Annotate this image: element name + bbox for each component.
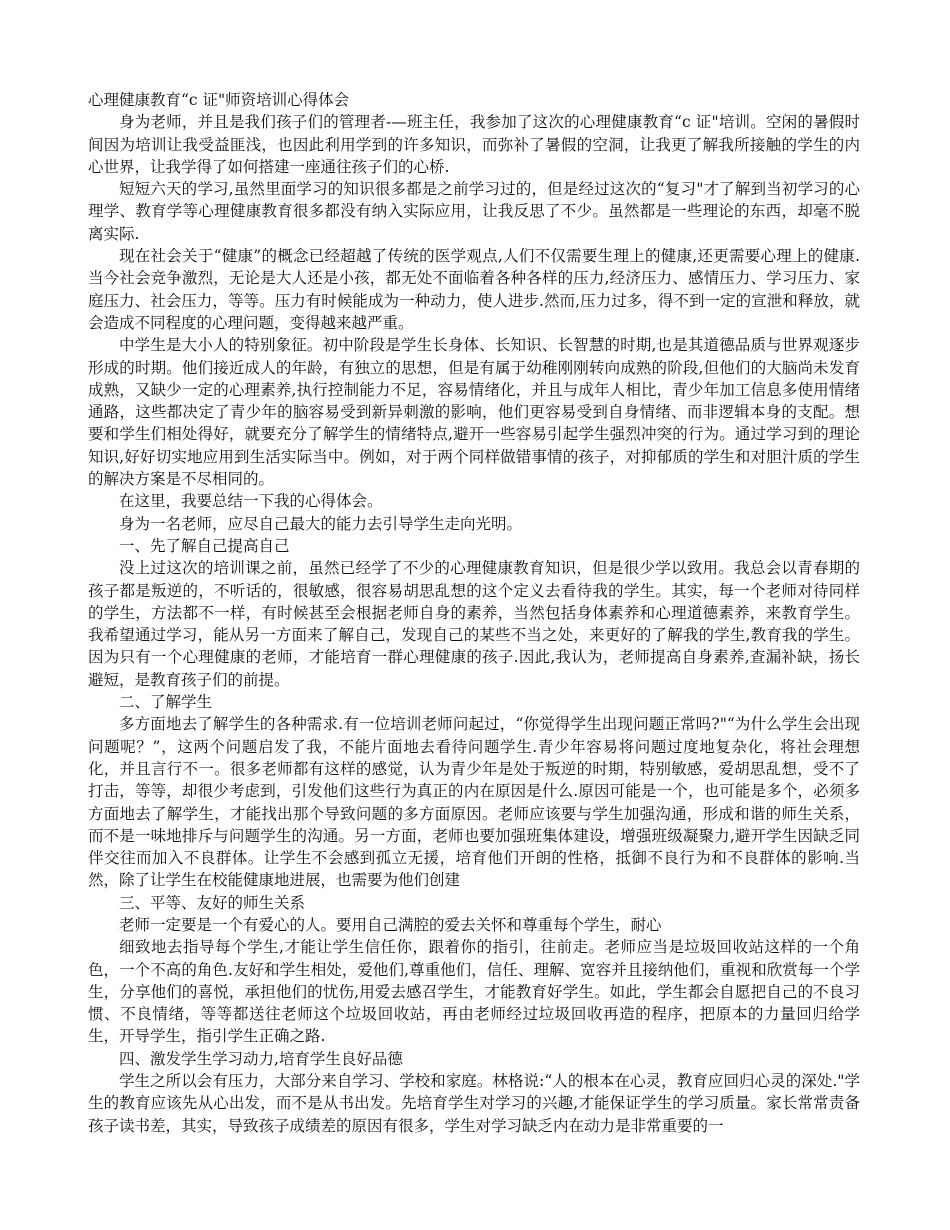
paragraph-intro: 身为老师，并且是我们孩子们的管理者-—班主任，我参加了这次的心理健康教育“c 证"培训。空闲的暑假时间因为培训让我受益匪浅，也因此利用学到的许多知识，而弥补了暑假的空洞，让我更了解我所接触的学生的内心世界，让我学得了如何搭建一座通往孩子们的心桥. [88, 113, 860, 176]
paragraph-section-3b: 细致地去指导每个学生,才能让学生信任你，跟着你的指引，往前走。老师应当是垃圾回收站这样的一个角色，一个不高的角色.友好和学生相处，爱他们,尊重他们，信任、理解、宽容并且接纳他们，重视和欣赏每一个学生，分享他们的喜悦，承担他们的忧伤,用爱去感召学生，才能教育好学生。如此，学生都会自愿把自己的不良习惯、不良情绪，等等都送往老师这个垃圾回收站，再由老师经过垃圾回收再造的程序，把原本的力量回归给学生，开导学生，指引学生正确之路. [88, 938, 860, 1046]
paragraph-summary-intro: 在这里，我要总结一下我的心得体会。 [119, 492, 383, 511]
section-heading-2: 二、了解学生 [119, 693, 213, 712]
paragraph-section-4: 学生之所以会有压力，大部分来自学习、学校和家庭。林格说:“人的根本在心灵，教育应回归心灵的深处."学生的教育应该先从心出发，而不是从书出发。先培育学生对学习的兴趣,才能保证学生的学习质量。家长常常责备孩子读书差，其实，导致孩子成绩差的原因有很多，学生对学习缺乏内在动力是非常重要的一 [88, 1072, 860, 1135]
paragraph-section-2: 多方面地去了解学生的各种需求.有一位培训老师问起过，“你觉得学生出现问题正常吗?"“为什么学生会出现问题呢？”，这两个问题启发了我，不能片面地去看待问题学生.青少年容易将问题过度地复杂化，将社会理想化，并且言行不一。很多老师都有这样的感觉，认为青少年是处于叛逆的时期，特别敏感，爱胡思乱想，受不了打击，等等，却很少考虑到，引发他们这些行为真正的内在原因是什么.原因可能是一个，也可能是多个，必须多方面地去了解学生，才能找出那个导致问题的多方面原因。老师应该要与学生加强沟通，形成和谐的师生关系，而不是一味地排斥与问题学生的沟通。另一方面，老师也要加强班集体建设，增强班级凝聚力,避开学生因缺乏同伴交往而加入不良群体。让学生不会感到孤立无援，培育他们开朗的性格，抵御不良行为和不良群体的影响.当然，除了让学生在校能健康地进展，也需要为他们创建 [88, 715, 860, 890]
section-heading-4: 四、激发学生学习动力,培育学生良好品德 [119, 1049, 403, 1068]
section-heading-3: 三、平等、友好的师生关系 [119, 893, 306, 912]
section-heading-1: 一、先了解自己提高自己 [119, 536, 290, 555]
paragraph-teacher-role: 身为一名老师，应尽自己最大的能力去引导学生走向光明。 [119, 514, 523, 533]
paragraph-middle-school: 中学生是大小人的特别象征。初中阶段是学生长身体、长知识、长智慧的时期,也是其道德品质与世界观逐步形成的时期。他们接近成人的年龄，有独立的思想，但是有属于幼稚刚刚转向成熟的阶段,但他们的大脑尚未发育成熟，又缺少一定的心理素养,执行控制能力不足，容易情绪化，并且与成年人相比，青少年加工信息多使用情绪通路，这些都决定了青少年的脑容易受到新异刺激的影响，他们更容易受到自身情绪、而非逻辑本身的支配。想要和学生们相处得好，就要充分了解学生的情绪特点,避开一些容易引起学生强烈冲突的行为。通过学习到的理论知识,好好切实地应用到生活实际当中。例如，对于两个同样做错事情的孩子，对抑郁质的学生和对胆汁质的学生的解决方案是不尽相同的。 [88, 336, 860, 489]
paragraph-health-concept: 现在社会关于“健康”的概念已经超越了传统的医学观点,人们不仅需要生理上的健康,还更需要心理上的健康.当今社会竞争激烈，无论是大人还是小孩，都无处不面临着各种各样的压力,经济压力、感情压力、学习压力、家庭压力、社会压力，等等。压力有时候能成为一种动力，使人进步.然而,压力过多，得不到一定的宣泄和释放，就会造成不同程度的心理问题，变得越来越严重。 [88, 247, 860, 332]
paragraph-section-3a: 老师一定要是一个有爱心的人。要用自己满腔的爱去关怀和尊重每个学生，耐心 [119, 915, 662, 934]
document-title: 心理健康教育“c 证"师资培训心得体会 [88, 91, 350, 109]
paragraph-six-days: 短短六天的学习,虽然里面学习的知识很多都是之前学习过的，但是经过这次的“复习"才了解到当初学习的心理学、教育学等心理健康教育很多都没有纳入实际应用，让我反思了不少。虽然都是一些理论的东西，却毫不脱离实际. [88, 180, 860, 243]
paragraph-section-1: 没上过这次的培训课之前，虽然已经学了不少的心理健康教育知识，但是很少学以致用。我总会以青春期的孩子都是叛逆的，不听话的，很敏感，很容易胡思乱想的这个定义去看待我的学生。其实，每一个老师对待同样的学生，方法都不一样，有时候甚至会根据老师自身的素养，当然包括身体素养和心理道德素养，来教育学生。我希望通过学习，能从另一方面来了解自己，发现自己的某些不当之处，来更好的了解我的学生,教育我的学生。因为只有一个心理健康的老师，才能培育一群心理健康的孩子.因此,我认为，老师提高自身素养,查漏补缺，扬长避短，是教育孩子们的前提。 [88, 559, 860, 689]
document-page [88, 89, 860, 1137]
